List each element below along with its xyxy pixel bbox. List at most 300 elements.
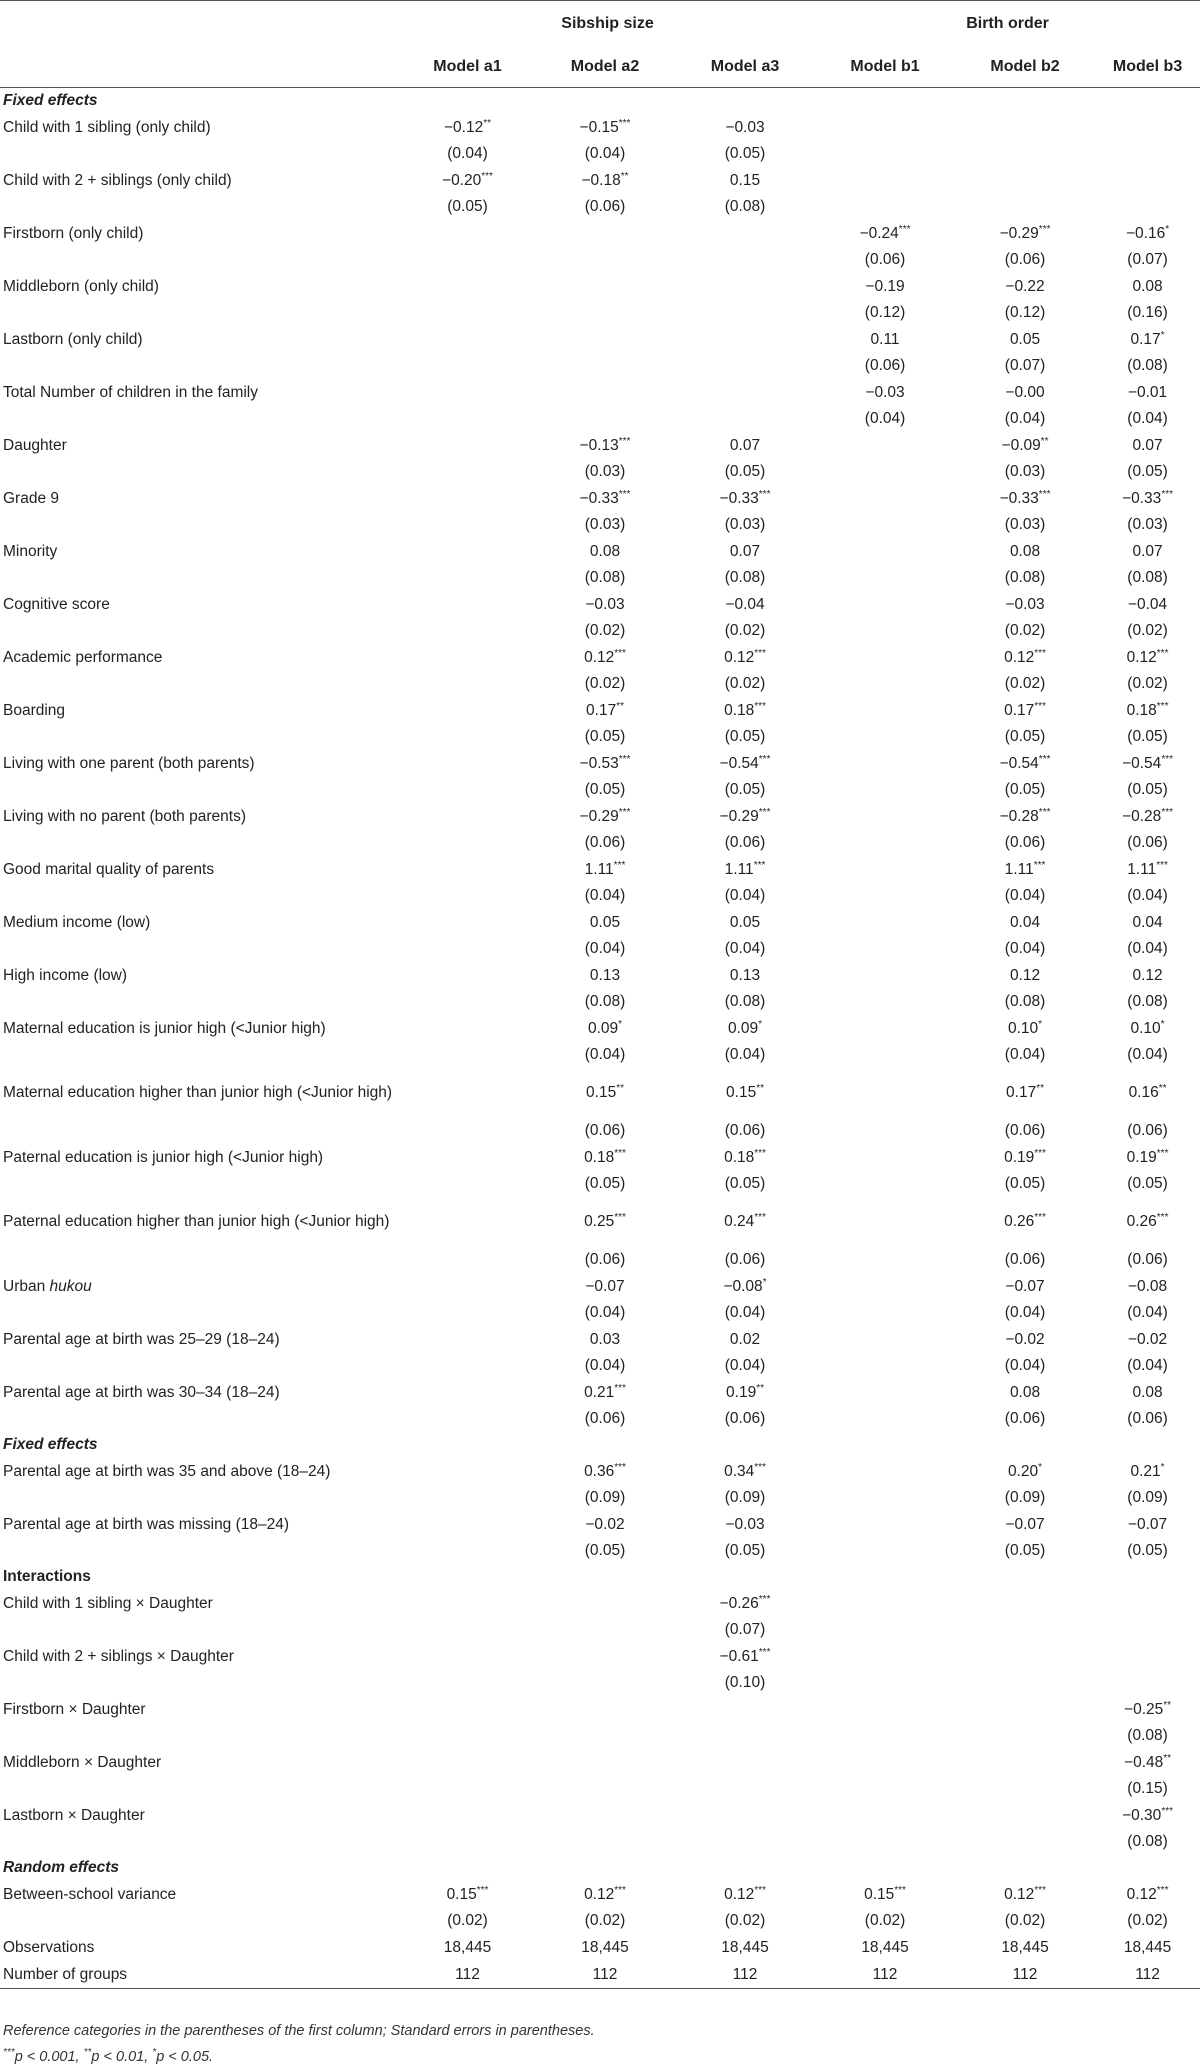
standard-error-cell: (0.08)	[1127, 357, 1168, 374]
coefficient-cell	[535, 326, 675, 353]
standard-error-cell: (0.03)	[724, 516, 766, 533]
row-label: Child with 1 sibling (only child)	[3, 118, 211, 136]
coefficient-cell: −0.02	[1127, 1330, 1168, 1348]
coefficient-cell	[815, 1802, 955, 1829]
standard-error-cell: (0.09)	[1004, 1489, 1046, 1506]
coefficient-cell: −0.09**	[1001, 435, 1049, 455]
coefficient-cell	[400, 1802, 535, 1829]
section-header-row	[0, 1564, 1200, 1590]
standard-error-row	[0, 247, 1200, 273]
standard-error-cell	[815, 512, 955, 538]
coefficient-cell: −0.33***	[719, 488, 771, 508]
empty-label-cell	[0, 194, 400, 220]
coefficient-cell	[400, 1749, 535, 1776]
standard-error-cell: (0.06)	[864, 357, 906, 374]
coefficient-cell	[815, 1749, 955, 1776]
table-row	[0, 167, 1200, 194]
coefficient-cell: 0.12***	[1004, 1884, 1046, 1904]
standard-error-row	[0, 1670, 1200, 1696]
table-row	[0, 1696, 1200, 1723]
standard-error-cell	[815, 565, 955, 591]
coefficient-cell: −0.33***	[579, 488, 631, 508]
standard-error-cell	[675, 1776, 815, 1802]
table-row	[0, 1326, 1200, 1353]
coefficient-cell: 0.15**	[726, 1083, 764, 1102]
coefficient-cell: −0.12**	[443, 117, 492, 137]
standard-error-row	[0, 1353, 1200, 1379]
row-label: Urban hukou	[3, 1277, 92, 1295]
standard-error-cell: (0.04)	[1127, 1046, 1168, 1063]
coefficient-cell	[400, 1273, 535, 1300]
coefficient-cell: 0.04	[1132, 913, 1163, 931]
group-header-row	[0, 1, 1200, 48]
standard-error-cell	[400, 406, 535, 432]
coefficient-cell: 0.19***	[1004, 1147, 1046, 1167]
coefficient-cell	[955, 114, 1095, 141]
standard-error-cell: (0.08)	[1127, 569, 1168, 586]
coefficient-cell	[675, 326, 815, 353]
row-label: Firstborn (only child)	[3, 224, 144, 242]
standard-error-cell: (0.08)	[584, 569, 626, 586]
summary-value-cell: 112	[535, 1961, 675, 1989]
row-label: Paternal education higher than junior high (<Junior high)	[3, 1213, 390, 1230]
coefficient-cell: −0.61***	[719, 1646, 771, 1666]
empty-label-cell	[0, 406, 400, 432]
coefficient-cell	[400, 591, 535, 618]
table-row	[0, 909, 1200, 936]
standard-error-cell: (0.06)	[1004, 251, 1046, 268]
standard-error-cell: (0.06)	[584, 1410, 626, 1427]
coefficient-cell: 0.08	[1132, 1383, 1163, 1401]
coefficient-cell	[400, 1590, 535, 1617]
standard-error-row	[0, 830, 1200, 856]
coefficient-cell: 0.12***	[1126, 647, 1169, 667]
standard-error-cell: (0.04)	[584, 1357, 626, 1374]
standard-error-cell: (0.05)	[724, 145, 766, 162]
standard-error-cell: (0.05)	[584, 1542, 626, 1559]
coefficient-cell: 0.17*	[1130, 329, 1165, 349]
standard-error-row	[0, 353, 1200, 379]
coefficient-cell	[815, 591, 955, 618]
coefficient-cell: −0.08*	[723, 1276, 767, 1296]
standard-error-cell	[955, 1617, 1095, 1643]
standard-error-cell: (0.06)	[1004, 1251, 1046, 1268]
coefficient-cell: −0.02	[585, 1515, 625, 1533]
row-label: Paternal education is junior high (<Junior high)	[3, 1148, 324, 1166]
coefficient-cell: 0.18***	[584, 1147, 626, 1167]
standard-error-cell: (0.04)	[1004, 887, 1046, 904]
coefficient-cell: 0.26***	[1004, 1212, 1046, 1231]
standard-error-cell: (0.04)	[724, 1046, 766, 1063]
coefficient-cell: 0.05	[589, 913, 621, 931]
row-label: Parental age at birth was missing (18–24)	[3, 1515, 290, 1533]
coefficient-cell	[815, 432, 955, 459]
row-label: Child with 2 + siblings × Daughter	[3, 1647, 234, 1665]
model-header: Model b3	[1095, 47, 1200, 88]
standard-error-cell	[815, 1617, 955, 1643]
standard-error-cell: (0.06)	[724, 1410, 766, 1427]
table-row	[0, 273, 1200, 300]
row-label: Maternal education is junior high (<Junior high)	[3, 1019, 326, 1037]
standard-error-cell	[815, 777, 955, 803]
coefficient-cell: 0.25***	[584, 1212, 626, 1231]
standard-error-cell: (0.15)	[1127, 1780, 1168, 1797]
standard-error-row	[0, 141, 1200, 167]
row-label: Maternal education higher than junior high (<Junior high)	[3, 1084, 393, 1101]
coefficient-cell: −0.54***	[999, 753, 1051, 773]
coefficient-cell	[400, 1458, 535, 1485]
standard-error-cell	[955, 1723, 1095, 1749]
empty-label-cell	[0, 1670, 400, 1696]
coefficient-cell	[1095, 167, 1200, 194]
coefficient-cell: 0.02	[729, 1330, 761, 1348]
coefficient-cell	[815, 909, 955, 936]
table-row	[0, 803, 1200, 830]
standard-error-cell: (0.04)	[1004, 1304, 1046, 1321]
standard-error-cell	[815, 459, 955, 485]
standard-error-cell: (0.07)	[724, 1621, 766, 1638]
row-label: Lastborn × Daughter	[3, 1806, 145, 1824]
standard-error-cell	[815, 1300, 955, 1326]
coefficient-cell	[400, 485, 535, 512]
coefficient-cell	[400, 326, 535, 353]
coefficient-cell: 0.12	[1132, 966, 1163, 984]
standard-error-row	[0, 300, 1200, 326]
standard-error-cell: (0.04)	[584, 887, 626, 904]
coefficient-cell	[815, 538, 955, 565]
coefficient-cell	[815, 856, 955, 883]
coefficient-cell	[675, 220, 815, 247]
coefficient-cell: 0.07	[729, 436, 761, 454]
standard-error-cell: (0.02)	[1127, 622, 1168, 639]
summary-value-cell: 112	[815, 1961, 955, 1989]
standard-error-cell: (0.05)	[1127, 1175, 1168, 1192]
row-label: Parental age at birth was 35 and above (18–24)	[3, 1462, 331, 1480]
table-row	[0, 1749, 1200, 1776]
coefficient-cell: 0.18***	[724, 700, 766, 720]
coefficient-cell	[535, 1749, 675, 1776]
table-row	[0, 1643, 1200, 1670]
standard-error-cell: (0.04)	[1127, 940, 1168, 957]
standard-error-cell	[400, 353, 535, 379]
standard-error-cell	[955, 1829, 1095, 1855]
coefficient-cell	[400, 803, 535, 830]
standard-error-cell	[400, 618, 535, 644]
coefficient-cell	[815, 1068, 955, 1118]
coefficient-cell	[815, 1326, 955, 1353]
empty-label-cell	[0, 883, 400, 909]
table-body	[0, 88, 1200, 1989]
standard-error-cell: (0.04)	[724, 1304, 766, 1321]
coefficient-cell	[400, 1643, 535, 1670]
coefficient-cell: −0.07	[1127, 1515, 1168, 1533]
coefficient-cell: 0.13	[729, 966, 761, 984]
standard-error-cell: (0.04)	[1004, 940, 1046, 957]
standard-error-cell	[815, 141, 955, 167]
coefficient-cell	[400, 220, 535, 247]
standard-error-cell	[400, 724, 535, 750]
row-label: Between-school variance	[3, 1885, 177, 1903]
standard-error-cell: (0.05)	[1004, 1542, 1046, 1559]
table-row	[0, 1881, 1200, 1908]
standard-error-cell	[400, 565, 535, 591]
standard-error-cell: (0.08)	[724, 198, 766, 215]
standard-error-cell	[815, 1670, 955, 1696]
standard-error-cell	[400, 1670, 535, 1696]
coefficient-cell: −0.19	[865, 277, 905, 295]
coefficient-cell	[1095, 114, 1200, 141]
standard-error-cell	[815, 194, 955, 220]
coefficient-cell: 1.11***	[1127, 859, 1168, 879]
coefficient-cell	[955, 167, 1095, 194]
coefficient-cell	[400, 1511, 535, 1538]
coefficient-cell: 0.08	[1132, 277, 1163, 295]
standard-error-cell	[815, 1406, 955, 1432]
coefficient-cell: 0.19**	[726, 1382, 764, 1402]
coefficient-cell: 0.07	[1132, 542, 1163, 560]
standard-error-cell: (0.09)	[1127, 1489, 1168, 1506]
standard-error-cell: (0.04)	[724, 887, 766, 904]
table-row	[0, 220, 1200, 247]
coefficient-cell: 0.07	[729, 542, 761, 560]
table-note-significance: ***p < 0.001, **p < 0.01, *p < 0.05.	[3, 2047, 214, 2065]
standard-error-cell: (0.02)	[724, 1912, 766, 1929]
empty-label-cell	[0, 512, 400, 538]
coefficient-cell: −0.07	[585, 1277, 625, 1295]
standard-error-cell: (0.02)	[584, 1912, 626, 1929]
coefficient-cell: 0.12***	[584, 1884, 626, 1904]
coefficient-cell	[815, 114, 955, 141]
coefficient-cell: 0.08	[1009, 1383, 1041, 1401]
standard-error-cell: (0.04)	[1004, 1357, 1046, 1374]
table-row	[0, 114, 1200, 141]
label-column-header	[0, 47, 400, 88]
standard-error-cell	[535, 1670, 675, 1696]
standard-error-cell	[400, 1617, 535, 1643]
coefficient-cell: −0.01	[1127, 383, 1168, 401]
coefficient-cell: 0.17**	[1006, 1083, 1045, 1102]
standard-error-cell: (0.02)	[724, 675, 766, 692]
table-row	[0, 432, 1200, 459]
standard-error-cell: (0.06)	[1127, 1122, 1168, 1139]
table-note-reference: Reference categories in the parentheses of the first column; Standard errors in parentheses.	[3, 2023, 595, 2039]
coefficient-cell: 0.34***	[724, 1461, 766, 1481]
standard-error-cell: (0.05)	[1127, 1542, 1168, 1559]
coefficient-cell: 0.36***	[584, 1461, 626, 1481]
standard-error-cell: (0.06)	[724, 1122, 766, 1139]
coefficient-cell: −0.07	[1005, 1277, 1045, 1295]
coefficient-cell: 0.19***	[1126, 1147, 1169, 1167]
coefficient-cell	[535, 1802, 675, 1829]
table-row	[0, 1590, 1200, 1617]
standard-error-cell	[535, 1723, 675, 1749]
standard-error-cell	[955, 141, 1095, 167]
standard-error-cell	[400, 247, 535, 273]
standard-error-row	[0, 1485, 1200, 1511]
coefficient-cell: 0.08	[589, 542, 621, 560]
standard-error-cell: (0.02)	[447, 1912, 488, 1929]
coefficient-cell	[815, 485, 955, 512]
coefficient-cell	[400, 1144, 535, 1171]
group-header-birth-order-text: Birth order	[966, 15, 1049, 32]
standard-error-cell	[400, 512, 535, 538]
coefficient-cell: 0.09*	[727, 1018, 763, 1038]
standard-error-cell: (0.06)	[584, 834, 626, 851]
model-header: Model a3	[675, 47, 815, 88]
table-row	[0, 1273, 1200, 1300]
standard-error-cell: (0.08)	[724, 993, 766, 1010]
standard-error-cell	[815, 1171, 955, 1197]
row-label: Cognitive score	[3, 595, 110, 613]
empty-label-cell	[0, 1908, 400, 1934]
coefficient-cell: −0.22	[1005, 277, 1045, 295]
standard-error-cell	[400, 1118, 535, 1144]
standard-error-cell: (0.10)	[724, 1674, 766, 1691]
standard-error-cell	[815, 936, 955, 962]
row-label: Medium income (low)	[3, 913, 151, 931]
standard-error-cell: (0.02)	[1004, 622, 1046, 639]
coefficient-cell: −0.15***	[579, 117, 631, 137]
standard-error-row	[0, 459, 1200, 485]
standard-error-cell: (0.03)	[1127, 516, 1168, 533]
table-row	[0, 1015, 1200, 1042]
coefficient-cell	[815, 1696, 955, 1723]
coefficient-cell: −0.16*	[1125, 223, 1170, 243]
standard-error-cell	[400, 671, 535, 697]
coefficient-cell	[400, 1068, 535, 1118]
standard-error-cell: (0.04)	[1127, 410, 1168, 427]
empty-label-cell	[0, 141, 400, 167]
coefficient-cell	[815, 697, 955, 724]
table-row	[0, 962, 1200, 989]
empty-label-cell	[0, 1118, 400, 1144]
coefficient-cell: 0.12***	[724, 647, 766, 667]
standard-error-cell: (0.04)	[724, 1357, 766, 1374]
section-header-row	[0, 1432, 1200, 1458]
standard-error-row	[0, 1908, 1200, 1934]
coefficient-cell: 0.21*	[1130, 1461, 1165, 1481]
section-header-row	[0, 1855, 1200, 1881]
coefficient-cell: 0.15***	[446, 1884, 489, 1904]
empty-label-cell	[0, 936, 400, 962]
standard-error-cell	[535, 406, 675, 432]
coefficient-cell: 0.15	[729, 171, 761, 189]
standard-error-cell: (0.05)	[1004, 1175, 1046, 1192]
standard-error-cell: (0.04)	[584, 145, 626, 162]
standard-error-cell	[675, 1723, 815, 1749]
coefficient-cell	[955, 1749, 1095, 1776]
coefficient-cell: −0.07	[1005, 1515, 1045, 1533]
coefficient-cell: −0.28***	[1122, 806, 1173, 826]
standard-error-row	[0, 1776, 1200, 1802]
coefficient-cell	[400, 697, 535, 724]
standard-error-cell	[535, 1776, 675, 1802]
standard-error-cell	[815, 1247, 955, 1273]
empty-label-cell	[0, 1829, 400, 1855]
standard-error-cell	[400, 1538, 535, 1564]
standard-error-cell: (0.02)	[864, 1912, 906, 1929]
coefficient-cell	[955, 1802, 1095, 1829]
row-label: Parental age at birth was 30–34 (18–24)	[3, 1383, 280, 1401]
coefficient-cell: 1.11***	[584, 859, 626, 879]
coefficient-cell: 0.09*	[587, 1018, 623, 1038]
standard-error-cell	[815, 1723, 955, 1749]
standard-error-row	[0, 1723, 1200, 1749]
standard-error-cell: (0.05)	[584, 781, 626, 798]
table-notes	[3, 2020, 595, 2068]
empty-label-cell	[0, 1247, 400, 1273]
standard-error-cell	[400, 883, 535, 909]
empty-label-cell	[0, 989, 400, 1015]
section-header: Random effects	[3, 1859, 119, 1876]
standard-error-cell: (0.06)	[1127, 1251, 1168, 1268]
standard-error-cell	[400, 300, 535, 326]
coefficient-cell	[1095, 1643, 1200, 1670]
summary-value-cell: 18,445	[1001, 1938, 1049, 1956]
model-header-row	[0, 47, 1200, 88]
standard-error-cell: (0.02)	[1127, 675, 1168, 692]
standard-error-cell: (0.02)	[1004, 675, 1046, 692]
table-row	[0, 1458, 1200, 1485]
standard-error-cell: (0.02)	[584, 675, 626, 692]
standard-error-cell: (0.06)	[1127, 834, 1168, 851]
coefficient-cell	[400, 1197, 535, 1247]
standard-error-row	[0, 618, 1200, 644]
coefficient-cell	[815, 167, 955, 194]
coefficient-cell	[815, 1015, 955, 1042]
summary-row	[0, 1961, 1200, 1989]
standard-error-cell	[815, 1353, 955, 1379]
section-header: Fixed effects	[3, 1436, 98, 1453]
standard-error-cell: (0.05)	[724, 1542, 766, 1559]
coefficient-cell: −0.29***	[719, 806, 771, 826]
table-row	[0, 326, 1200, 353]
standard-error-row	[0, 1300, 1200, 1326]
summary-value-cell: 18,445	[443, 1938, 492, 1956]
empty-label-cell	[0, 1617, 400, 1643]
empty-label-cell	[0, 1406, 400, 1432]
coefficient-cell: −0.48**	[1124, 1752, 1172, 1772]
standard-error-cell: (0.02)	[724, 622, 766, 639]
standard-error-cell	[400, 1171, 535, 1197]
coefficient-cell	[815, 962, 955, 989]
standard-error-cell: (0.04)	[1127, 1304, 1168, 1321]
summary-value-cell: 18,445	[581, 1938, 629, 1956]
coefficient-cell	[400, 273, 535, 300]
coefficient-cell	[955, 1696, 1095, 1723]
standard-error-cell	[400, 936, 535, 962]
coefficient-cell: −0.18**	[581, 170, 629, 190]
standard-error-cell: (0.07)	[1127, 251, 1168, 268]
standard-error-row	[0, 1617, 1200, 1643]
standard-error-cell	[675, 406, 815, 432]
coefficient-cell: −0.04	[1127, 595, 1168, 613]
empty-label-cell	[0, 1723, 400, 1749]
standard-error-cell: (0.04)	[724, 940, 766, 957]
standard-error-cell	[815, 671, 955, 697]
standard-error-row	[0, 1042, 1200, 1068]
coefficient-cell	[535, 1643, 675, 1670]
standard-error-cell: (0.05)	[447, 198, 488, 215]
standard-error-cell	[815, 618, 955, 644]
coefficient-cell	[955, 1643, 1095, 1670]
coefficient-cell	[1095, 1590, 1200, 1617]
coefficient-cell	[400, 1015, 535, 1042]
standard-error-cell	[400, 1353, 535, 1379]
coefficient-cell: 0.12***	[1126, 1884, 1169, 1904]
coefficient-cell	[815, 1144, 955, 1171]
standard-error-cell	[815, 1042, 955, 1068]
